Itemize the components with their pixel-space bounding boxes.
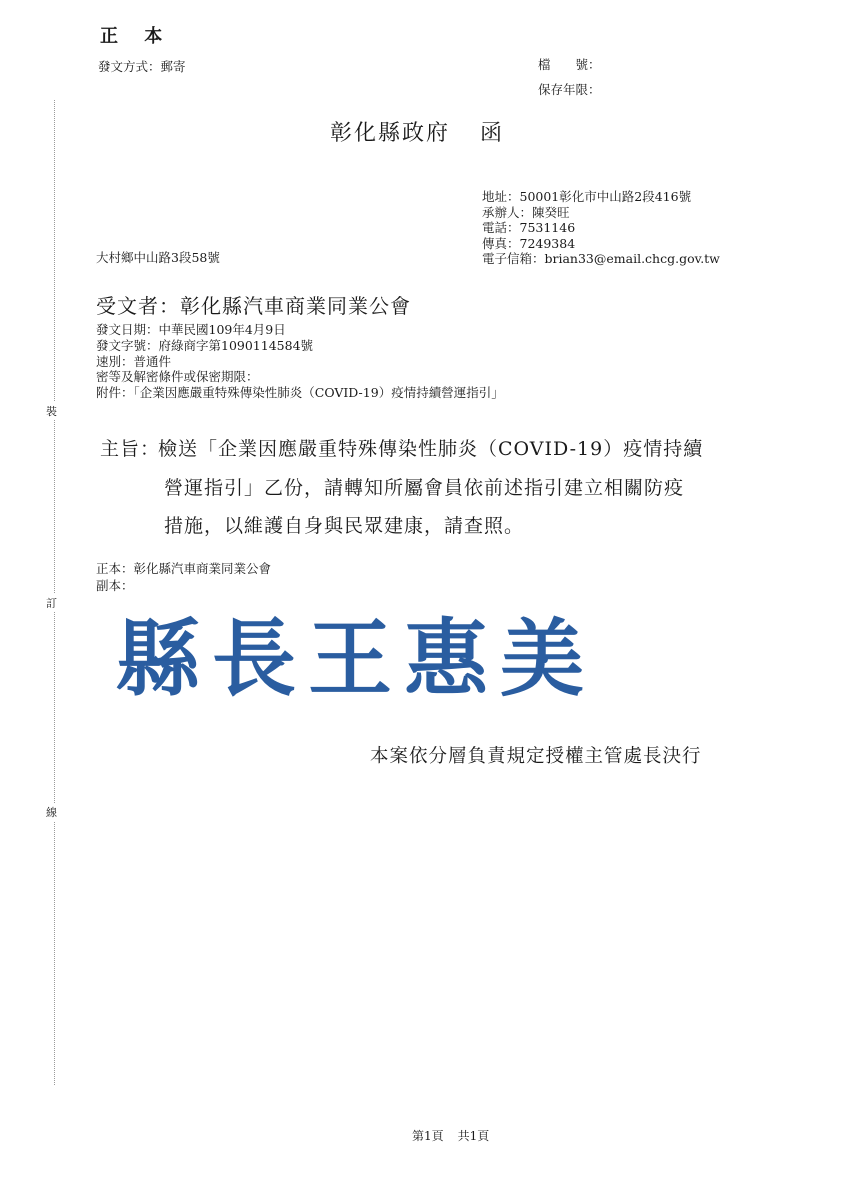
file-number-label: 檔 號： — [538, 57, 601, 72]
agency-name: 彰化縣政府 — [330, 121, 451, 146]
issue-date: 發文日期：中華民國109年4月9日 — [96, 322, 286, 337]
recipient: 受文者：彰化縣汽車商業同業公會 — [96, 294, 411, 318]
sender-contact: 承辦人：陳癸旺 — [482, 204, 570, 220]
document-number: 發文字號：府綠商字第1090114584號 — [96, 337, 314, 353]
attachment: 附件：「企業因應嚴重特殊傳染性肺炎（COVID-19）疫情持續營運指引」 — [96, 385, 504, 401]
copy-recipient: 副本： — [96, 578, 134, 593]
subject-line-1: 檢送「企業因應嚴重特殊傳染性肺炎（COVID-19）疫情持續 — [158, 438, 704, 460]
subject-line-3: 措施，以維護自身與民眾建康，請查照。 — [164, 515, 525, 537]
send-method: 發文方式：郵寄 — [98, 59, 186, 74]
binding-mark-ding: 訂 — [46, 594, 57, 612]
pagination — [412, 1127, 489, 1144]
copy-type-label: 正 本 — [100, 26, 173, 47]
current-page: 第1頁 — [412, 1129, 444, 1143]
document-title — [330, 116, 504, 147]
document-meta — [96, 322, 504, 401]
document-kind: 函 — [480, 121, 505, 146]
recipient-address: 大村鄉中山路3段58號 — [96, 250, 220, 265]
magistrate-signature-seal — [110, 588, 600, 713]
subject-line-2: 營運指引」乙份，請轉知所屬會員依前述指引建立相關防疫 — [164, 477, 685, 499]
retention-period-label: 保存年限： — [538, 82, 601, 97]
authority-note: 本案依分層負責規定授權主管處長決行 — [370, 746, 702, 767]
sender-fax: 傳真：7249384 — [482, 235, 576, 251]
signature-text: 縣長王惠美 — [116, 609, 597, 708]
original-recipient: 正本：彰化縣汽車商業同業公會 — [96, 561, 272, 576]
sender-phone: 電話：7531146 — [482, 220, 576, 235]
sender-email: 電子信箱：brian33@email.chcg.gov.tw — [482, 251, 720, 266]
sender-info — [482, 189, 720, 267]
delivery-speed: 速別：普通件 — [96, 353, 172, 369]
subject-label: 主旨： — [100, 438, 161, 460]
binding-line — [54, 100, 55, 1085]
sender-address: 地址：50001彰化市中山路2段416號 — [482, 189, 692, 204]
total-pages: 共1頁 — [457, 1129, 490, 1143]
binding-mark-zhuang: 裝 — [46, 402, 57, 420]
classification: 密等及解密條件或保密期限： — [96, 369, 259, 385]
binding-mark-xian: 線 — [46, 803, 57, 821]
